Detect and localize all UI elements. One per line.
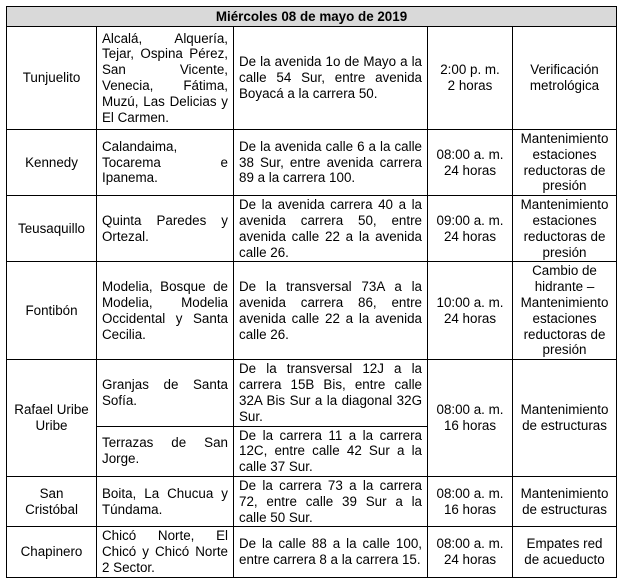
barrios-cell: Boita, La Chucua y Túndama. [97, 476, 234, 526]
duration: 16 horas [443, 501, 497, 517]
barrios-cell: Quinta Paredes y Ortezal. [97, 196, 234, 262]
barrios-cell: Alcalá, Alquería, Tejar, Ospina Pérez, San Vicente, Venecia, Fátima, Muzú, Las Delicias y El Carmen. [97, 27, 234, 130]
work-cell: Mantenimiento de estructuras [513, 476, 617, 526]
table-row [7, 196, 617, 262]
time-cell [428, 527, 513, 577]
work-cell: Verificación metrológica [513, 27, 617, 130]
sector-cell: De la transversal 73A a la avenida carrera 86, entre avenida calle 22 a la avenida calle 26. [234, 262, 428, 360]
localidad-cell: Teusaquillo [7, 196, 97, 262]
start-time: 08:00 a. m. [436, 402, 504, 418]
localidad-cell: Fontibón [7, 262, 97, 360]
localidad-cell: Rafael Uribe Uribe [7, 360, 97, 477]
table-row [7, 130, 617, 196]
localidad-cell: Chapinero [7, 527, 97, 577]
start-time: 2:00 p. m. [440, 62, 500, 78]
table-row [7, 27, 617, 130]
table-row [7, 262, 617, 360]
sector-cell: De la carrera 11 a la carrera 12C, entre calle 42 Sur a la calle 37 Sur. [234, 426, 428, 476]
table-title: Miércoles 08 de mayo de 2019 [7, 7, 617, 27]
barrios-cell: Granjas de Santa Sofía. [97, 360, 234, 426]
duration: 24 horas [443, 310, 497, 326]
time-cell [428, 360, 513, 477]
barrios-cell: Modelia, Bosque de Modelia, Modelia Occidental y Santa Cecilia. [97, 262, 234, 360]
work-cell: Empates red de acueducto [513, 527, 617, 577]
time-cell [428, 196, 513, 262]
localidad-cell: San Cristóbal [7, 476, 97, 526]
schedule-table [6, 6, 617, 578]
sector-cell: De la avenida carrera 40 a la avenida carrera 50, entre avenida calle 22 a la avenida calle 26. [234, 196, 428, 262]
time-cell [428, 476, 513, 526]
start-time: 08:00 a. m. [436, 536, 504, 552]
time-cell [428, 262, 513, 360]
start-time: 08:00 a. m. [436, 146, 504, 162]
work-cell: Mantenimiento de estructuras [513, 360, 617, 477]
localidad-cell: Kennedy [7, 130, 97, 196]
barrios-cell: Terrazas de San Jorge. [97, 426, 234, 476]
barrios-cell: Calandaima, Tocarema e Ipanema. [97, 130, 234, 196]
localidad-cell: Tunjuelito [7, 27, 97, 130]
sector-cell: De la transversal 12J a la carrera 15B Bis, entre calle 32A Bis Sur a la diagonal 32G Sur. [234, 360, 428, 426]
duration: 24 horas [443, 552, 497, 568]
table-row [7, 476, 617, 526]
work-cell: Mantenimiento estaciones reductoras de presión [513, 130, 617, 196]
duration: 16 horas [443, 418, 497, 434]
sector-cell: De la avenida 1o de Mayo a la calle 54 Sur, entre avenida Boyacá a la carrera 50. [234, 27, 428, 130]
start-time: 08:00 a. m. [436, 485, 504, 501]
sector-cell: De la carrera 73 a la carrera 72, entre calle 39 Sur a la calle 50 Sur. [234, 476, 428, 526]
duration: 24 horas [443, 162, 497, 178]
start-time: 10:00 a. m. [436, 295, 504, 311]
title-row [7, 7, 617, 27]
barrios-cell: Chicó Norte, El Chicó y Chicó Norte 2 Sector. [97, 527, 234, 577]
work-cell: Cambio de hidrante – Mantenimiento estaciones reductoras de presión [513, 262, 617, 360]
duration: 2 horas [447, 78, 493, 93]
start-time: 09:00 a. m. [436, 212, 504, 228]
sector-cell: De la avenida calle 6 a la calle 38 Sur, entre avenida carrera 89 a la carrera 100. [234, 130, 428, 196]
table-row [7, 527, 617, 577]
time-cell [428, 130, 513, 196]
sector-cell: De la calle 88 a la calle 100, entre carrera 8 a la carrera 15. [234, 527, 428, 577]
duration: 24 horas [443, 228, 497, 244]
time-cell [428, 27, 513, 130]
work-cell: Mantenimiento estaciones reductoras de presión [513, 196, 617, 262]
table-row [7, 360, 617, 426]
